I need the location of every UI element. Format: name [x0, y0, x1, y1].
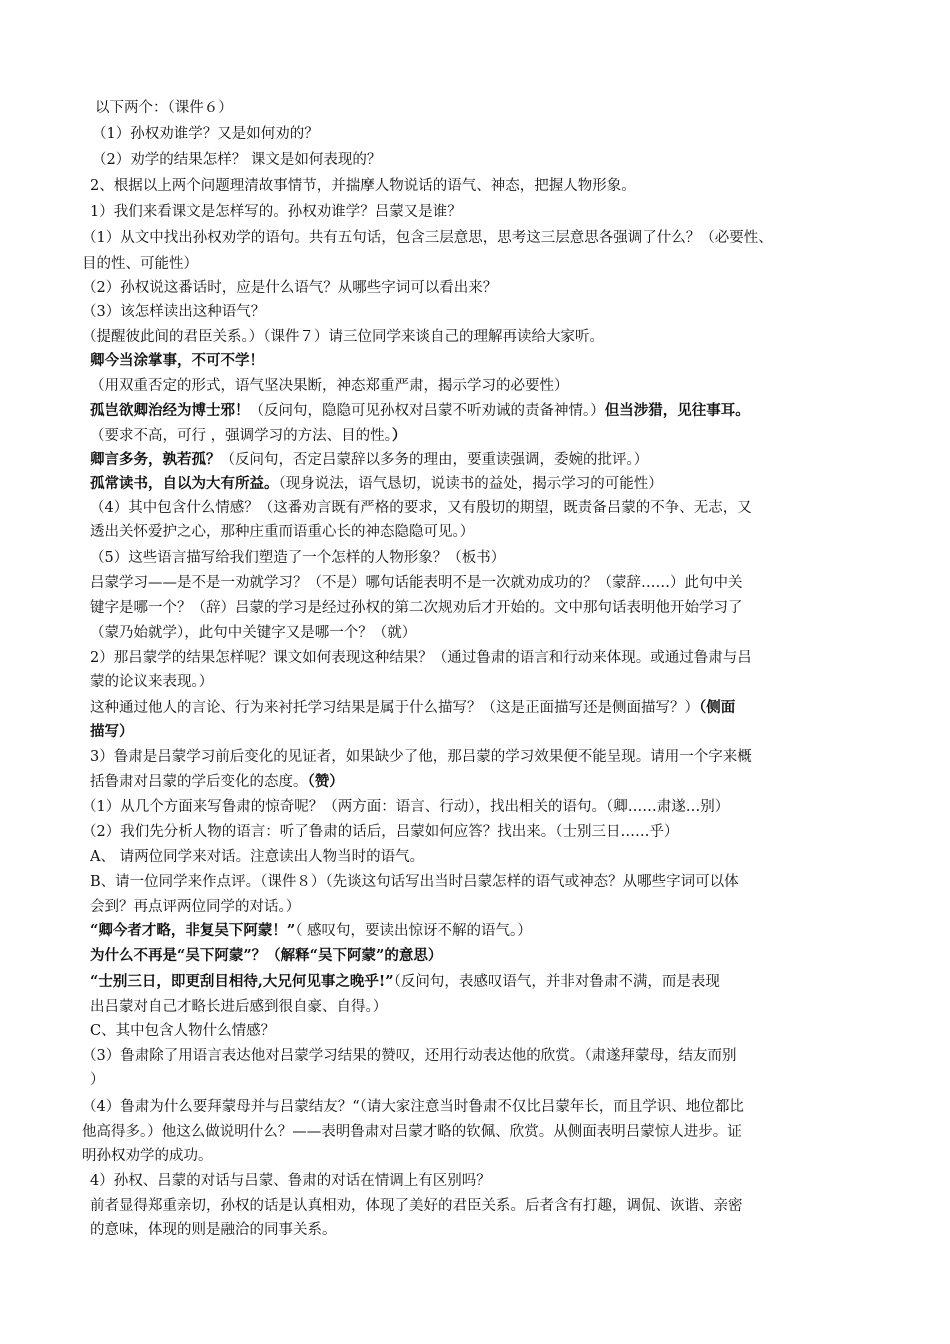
text-line: [90, 946, 442, 966]
line-text: （4）鲁肃为什么要拜蒙母并与吕蒙结友？“（请大家注意当时鲁肃不仅比吕蒙年长，而且学识、地位都比: [82, 1099, 744, 1115]
text-line: [90, 522, 474, 542]
line-text: （蒙乃始就学），此句中关键字又是哪一个？（就）: [90, 625, 417, 641]
text-line: [92, 124, 319, 144]
line-text: （3）该怎样读出这种语气？: [82, 304, 266, 320]
line-text: 的意味，体现的则是融洽的同事关系。: [90, 1222, 337, 1238]
text-line: [82, 1122, 742, 1142]
text-line: [90, 176, 636, 196]
line-text: （4）其中包含什么情感？（这番劝言既有严格的要求，又有殷切的期望，既责备吕蒙的不争、无志，又: [90, 500, 752, 516]
line-text: 他高得多。）他这么做说明什么？——表明鲁肃对吕蒙才略的钦佩、欣赏。从侧面表明吕蒙惊人进步。证: [82, 1124, 742, 1140]
line-text: （1）孙权劝谁学？又是如何劝的？: [92, 126, 319, 142]
line-bold-text: 孤常读书，自以为大有所益。: [90, 475, 279, 492]
line-text: （要求不高，可行 ，强调学习的方法、目的性。: [90, 428, 392, 444]
line-bold-text: “士别三日，即更刮目相待,大兄何见事之晚乎!”: [90, 973, 394, 990]
text-line: [90, 401, 750, 421]
line-text: 吕蒙学习——是不是一劝就学习？（不是）哪句话能表明不是一次就劝成功的？（蒙辞……）此句中关: [90, 575, 743, 591]
line-bold-text: ）: [391, 427, 407, 444]
text-line: [90, 847, 424, 867]
line-text: （ 感叹句，要读出惊讶不解的语气。）: [295, 923, 532, 939]
line-text: （提醒彼此间的君臣关系。）（课件７）请三位同学来谈自己的理解再读给大家听。: [82, 329, 604, 345]
text-line: [90, 1171, 491, 1191]
text-line: [82, 1046, 736, 1066]
line-bold-text: 卿今当涂掌事，不可不学！: [90, 352, 264, 369]
text-line: [90, 1070, 105, 1090]
line-text: 目的性、可能性）: [82, 256, 198, 272]
text-line: [90, 450, 648, 470]
text-line: [90, 648, 752, 668]
line-text: （2）劝学的结果怎样？ 课文是如何表现的？: [92, 152, 382, 168]
text-line: [90, 897, 300, 917]
line-text: （用双重否定的形式，语气坚决果断，神态郑重严肃，揭示学习的必要性）: [90, 378, 569, 394]
line-bold-text: （赞）: [307, 773, 344, 790]
line-text: （1）从文中找出孙权劝学的语句。共有五句话，包含三层意思，思考这三层意思各强调了什么？（必要性、: [82, 230, 773, 246]
line-text: 括鲁肃对吕蒙的学后变化的态度。: [90, 774, 308, 790]
line-text: （反问句，隐隐可见孙权对吕蒙不听劝诫的责备神情。）: [249, 403, 605, 419]
text-line: [90, 772, 344, 792]
text-line: [90, 872, 739, 892]
text-line: [90, 202, 462, 222]
line-text: （5）这些语言描写给我们塑造了一个怎样的人物形象？（板书）: [90, 550, 506, 566]
text-line: [90, 997, 387, 1017]
text-line: [90, 474, 663, 494]
line-text: 1）我们来看课文是怎样写的。孙权劝谁学？吕蒙又是谁？: [90, 204, 462, 220]
line-text: 以下两个：（课件６）: [95, 100, 233, 116]
line-text: 2）那吕蒙学的结果怎样呢？课文如何表现这种结果？（通过鲁肃的语言和行动来体现。或通过鲁肃与吕: [90, 650, 752, 666]
text-line: [90, 351, 264, 371]
line-bold-text: 卿言多务，孰若孤？: [90, 451, 221, 468]
text-line: [90, 548, 505, 568]
line-text: 前者显得郑重亲切，孙权的话是认真相劝，体现了美好的君臣关系。后者含有打趣，调侃、诙谐、亲密: [90, 1198, 743, 1214]
text-line: [90, 426, 406, 446]
text-line: [90, 722, 134, 742]
text-line: [90, 598, 743, 618]
text-line: [90, 672, 213, 692]
text-line: [92, 150, 381, 170]
line-text: ）: [90, 1072, 105, 1088]
text-line: [82, 254, 198, 274]
text-line: [90, 498, 752, 518]
line-text: （3）鲁肃除了用语言表达他对吕蒙学习结果的赞叹，还用行动表达他的欣赏。（肃遂拜蒙母，结友而别: [82, 1048, 737, 1064]
line-text: （反问句，否定吕蒙辞以多务的理由，要重读强调，委婉的批评。）: [220, 452, 649, 468]
line-text: （1）从几个方面来写鲁肃的惊奇呢？（两方面：语言、行动），找出相关的语句。（卿……肃遂…别）: [82, 799, 730, 815]
line-text: 会到？再点评两位同学的对话。）: [90, 899, 301, 915]
line-text: A、 请两位同学来对话。注意读出人物当时的语气。: [90, 849, 425, 865]
line-bold-text: （侧面: [699, 699, 736, 716]
text-line: [82, 278, 497, 298]
line-text: 蒙的论议来表现。）: [90, 674, 214, 690]
line-bold-text: 为什么不再是“吴下阿蒙”？（解释“吴下阿蒙”的意思）: [90, 947, 443, 964]
line-text: 明孙权劝学的成功。: [82, 1148, 213, 1164]
line-text: （现身说法，语气恳切，说读书的益处，揭示学习的可能性）: [278, 476, 663, 492]
line-text: B、请一位同学来作点评。（课件８）（先谈这句话写出当时吕蒙怎样的语气或神态？从哪些字词可以体: [90, 874, 739, 890]
text-line: [82, 302, 265, 322]
line-bold-text: 描写）: [90, 723, 134, 740]
line-text: 出吕蒙对自己才略长进后感到很自豪、自得。）: [90, 999, 388, 1015]
text-line: [82, 822, 678, 842]
line-text: 键字是哪一个？（辞）吕蒙的学习是经过孙权的第二次规劝后才开始的。文中那句话表明他开始学习了: [90, 600, 743, 616]
line-text: 4）孙权、吕蒙的对话与吕蒙、鲁肃的对话在情调上有区别吗？: [90, 1173, 491, 1189]
text-line: [82, 1146, 213, 1166]
text-line: [82, 797, 729, 817]
line-text: （反问句，表感叹语气，并非对鲁肃不满，而是表现: [393, 974, 720, 990]
line-bold-text: 孤岂欲卿治经为博士邪！: [90, 402, 250, 419]
text-line: [82, 1097, 744, 1117]
line-text: 3）鲁肃是吕蒙学习前后变化的见证者，如果缺少了他，那吕蒙的学习效果便不能呈现。请用一个字来概: [90, 749, 752, 765]
line-text: （2）孙权说这番话时，应是什么语气？从哪些字词可以看出来？: [82, 280, 498, 296]
text-line: [90, 972, 720, 992]
text-line: [90, 698, 735, 718]
text-line: [90, 1220, 337, 1240]
text-line: [90, 623, 416, 643]
line-text: C、其中包含人物什么情感？: [90, 1023, 276, 1039]
line-text: （2）我们先分析人物的语言：听了鲁肃的话后，吕蒙如何应答？找出来。（士别三日……乎）: [82, 824, 679, 840]
line-text: 透出关怀爱护之心，那种庄重而语重心长的神态隐隐可见。）: [90, 524, 475, 540]
line-text: 这种通过他人的言论、行为来衬托学习结果是属于什么描写？（这是正面描写还是侧面描写？）: [90, 700, 699, 716]
text-line: [90, 376, 569, 396]
text-line: [90, 1021, 275, 1041]
text-line: [82, 228, 773, 248]
text-line: [95, 98, 233, 118]
line-text: 2、根据以上两个问题理清故事情节，并揣摩人物说话的语气、神态，把握人物形象。: [90, 178, 636, 194]
text-line: [90, 747, 752, 767]
line-bold-text: 但当涉猎，见往事耳。: [604, 402, 750, 419]
text-line: [90, 573, 743, 593]
text-line: [90, 1196, 743, 1216]
text-line: [90, 921, 532, 941]
text-line: [82, 327, 604, 347]
line-bold-text: “卿今者才略，非复吴下阿蒙！”: [90, 922, 296, 939]
